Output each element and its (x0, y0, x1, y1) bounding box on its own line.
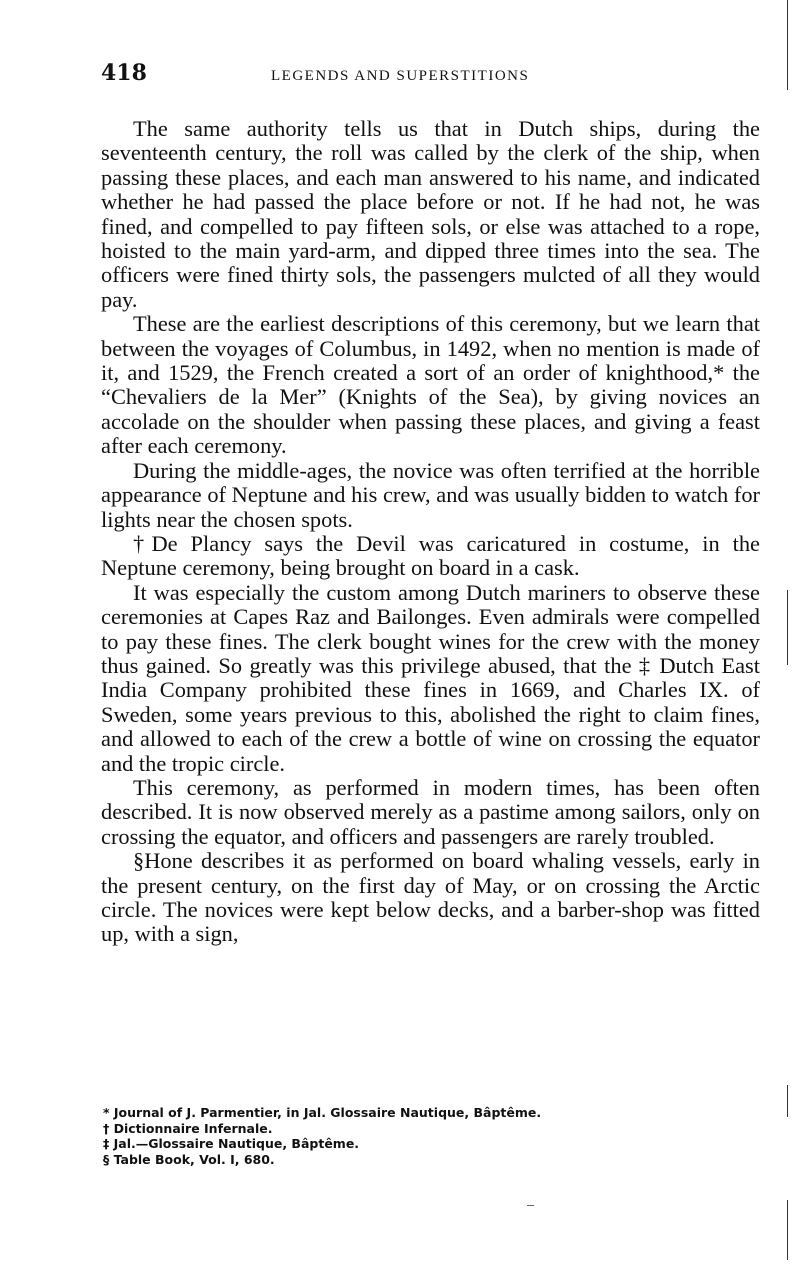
page-edge-mark (787, 1200, 788, 1260)
footnote-4: § Table Book, Vol. I, 680. (103, 1151, 275, 1167)
page-header (101, 60, 756, 94)
footnote-2: † Dictionnaire Infernale. (103, 1120, 273, 1136)
paragraph-6: This ceremony, as performed in modern times, has been often described. It is now observed merely as a pastime among sailors, only on crossing the equator, and officers and passengers are rarely troubled. (101, 774, 760, 849)
paragraph-2: These are the earliest descriptions of this ceremony, but we learn that between the voyages of Columbus, in 1492, when no mention is made of it, and 1529, the French created a sort of an order of knighthood,* the “Chevaliers de la Mer” (Knights of the Sea), by giving novices an accolade on the shoulder when passing these places, and giving a feast after each ceremony. (101, 311, 760, 459)
paragraph-7: §Hone describes it as performed on board whaling vessels, early in the present century, on the first day of May, or on crossing the Arctic circle. The novices were kept below decks, and a barber-shop was fitted up, with a sign, (101, 848, 760, 947)
paragraph-3: During the middle-ages, the novice was often terrified at the horrible appearance of Neptune and his crew, and was usually bidden to watch for lights near the chosen spots. (101, 457, 760, 532)
footnote-3: ‡ Jal.—Glossaire Nautique, Bâptême. (103, 1136, 360, 1151)
footnote-1: * Journal of J. Parmentier, in Jal. Glossaire Nautique, Bâptême. (103, 1105, 542, 1120)
page-edge-mark (787, 1085, 788, 1117)
paragraph-1: The same authority tells us that in Dutch ships, during the seventeenth century, the roll was called by the clerk of the ship, when passing these places, and each man answered to his name, and indicated whether he had passed the place before or not. If he had not, he was fined, and compelled to pay fifteen sols, or else was attached to a rope, hoisted to the main yard-arm, and dipped three times into the sea. The officers were fined thirty sols, the passengers mulcted of all they would pay. (101, 116, 760, 312)
page-edge-mark (787, 590, 788, 665)
running-title: LEGENDS AND SUPERSTITIONS (271, 68, 530, 84)
body-text (101, 117, 760, 947)
paragraph-4: †De Plancy says the Devil was caricatured in costume, in the Neptune ceremony, being brought on board in a cask. (101, 530, 760, 581)
page-number: 418 (101, 60, 147, 86)
stray-mark (527, 1205, 534, 1206)
page-edge-mark (787, 0, 788, 90)
footnotes (103, 1105, 703, 1167)
paragraph-5: It was especially the custom among Dutch mariners to observe these ceremonies at Capes Raz and Bailonges. Even admirals were compelled to pay these fines. The clerk bought wines for the crew with the money thus gained. So greatly was this privilege abused, that the ‡ Dutch East India Company prohibited these fines in 1669, and Charles IX. of Sweden, some years previous to this, abolished the right to claim fines, and allowed to each of the crew a bottle of wine on crossing the equator and the tropic circle. (101, 579, 760, 776)
